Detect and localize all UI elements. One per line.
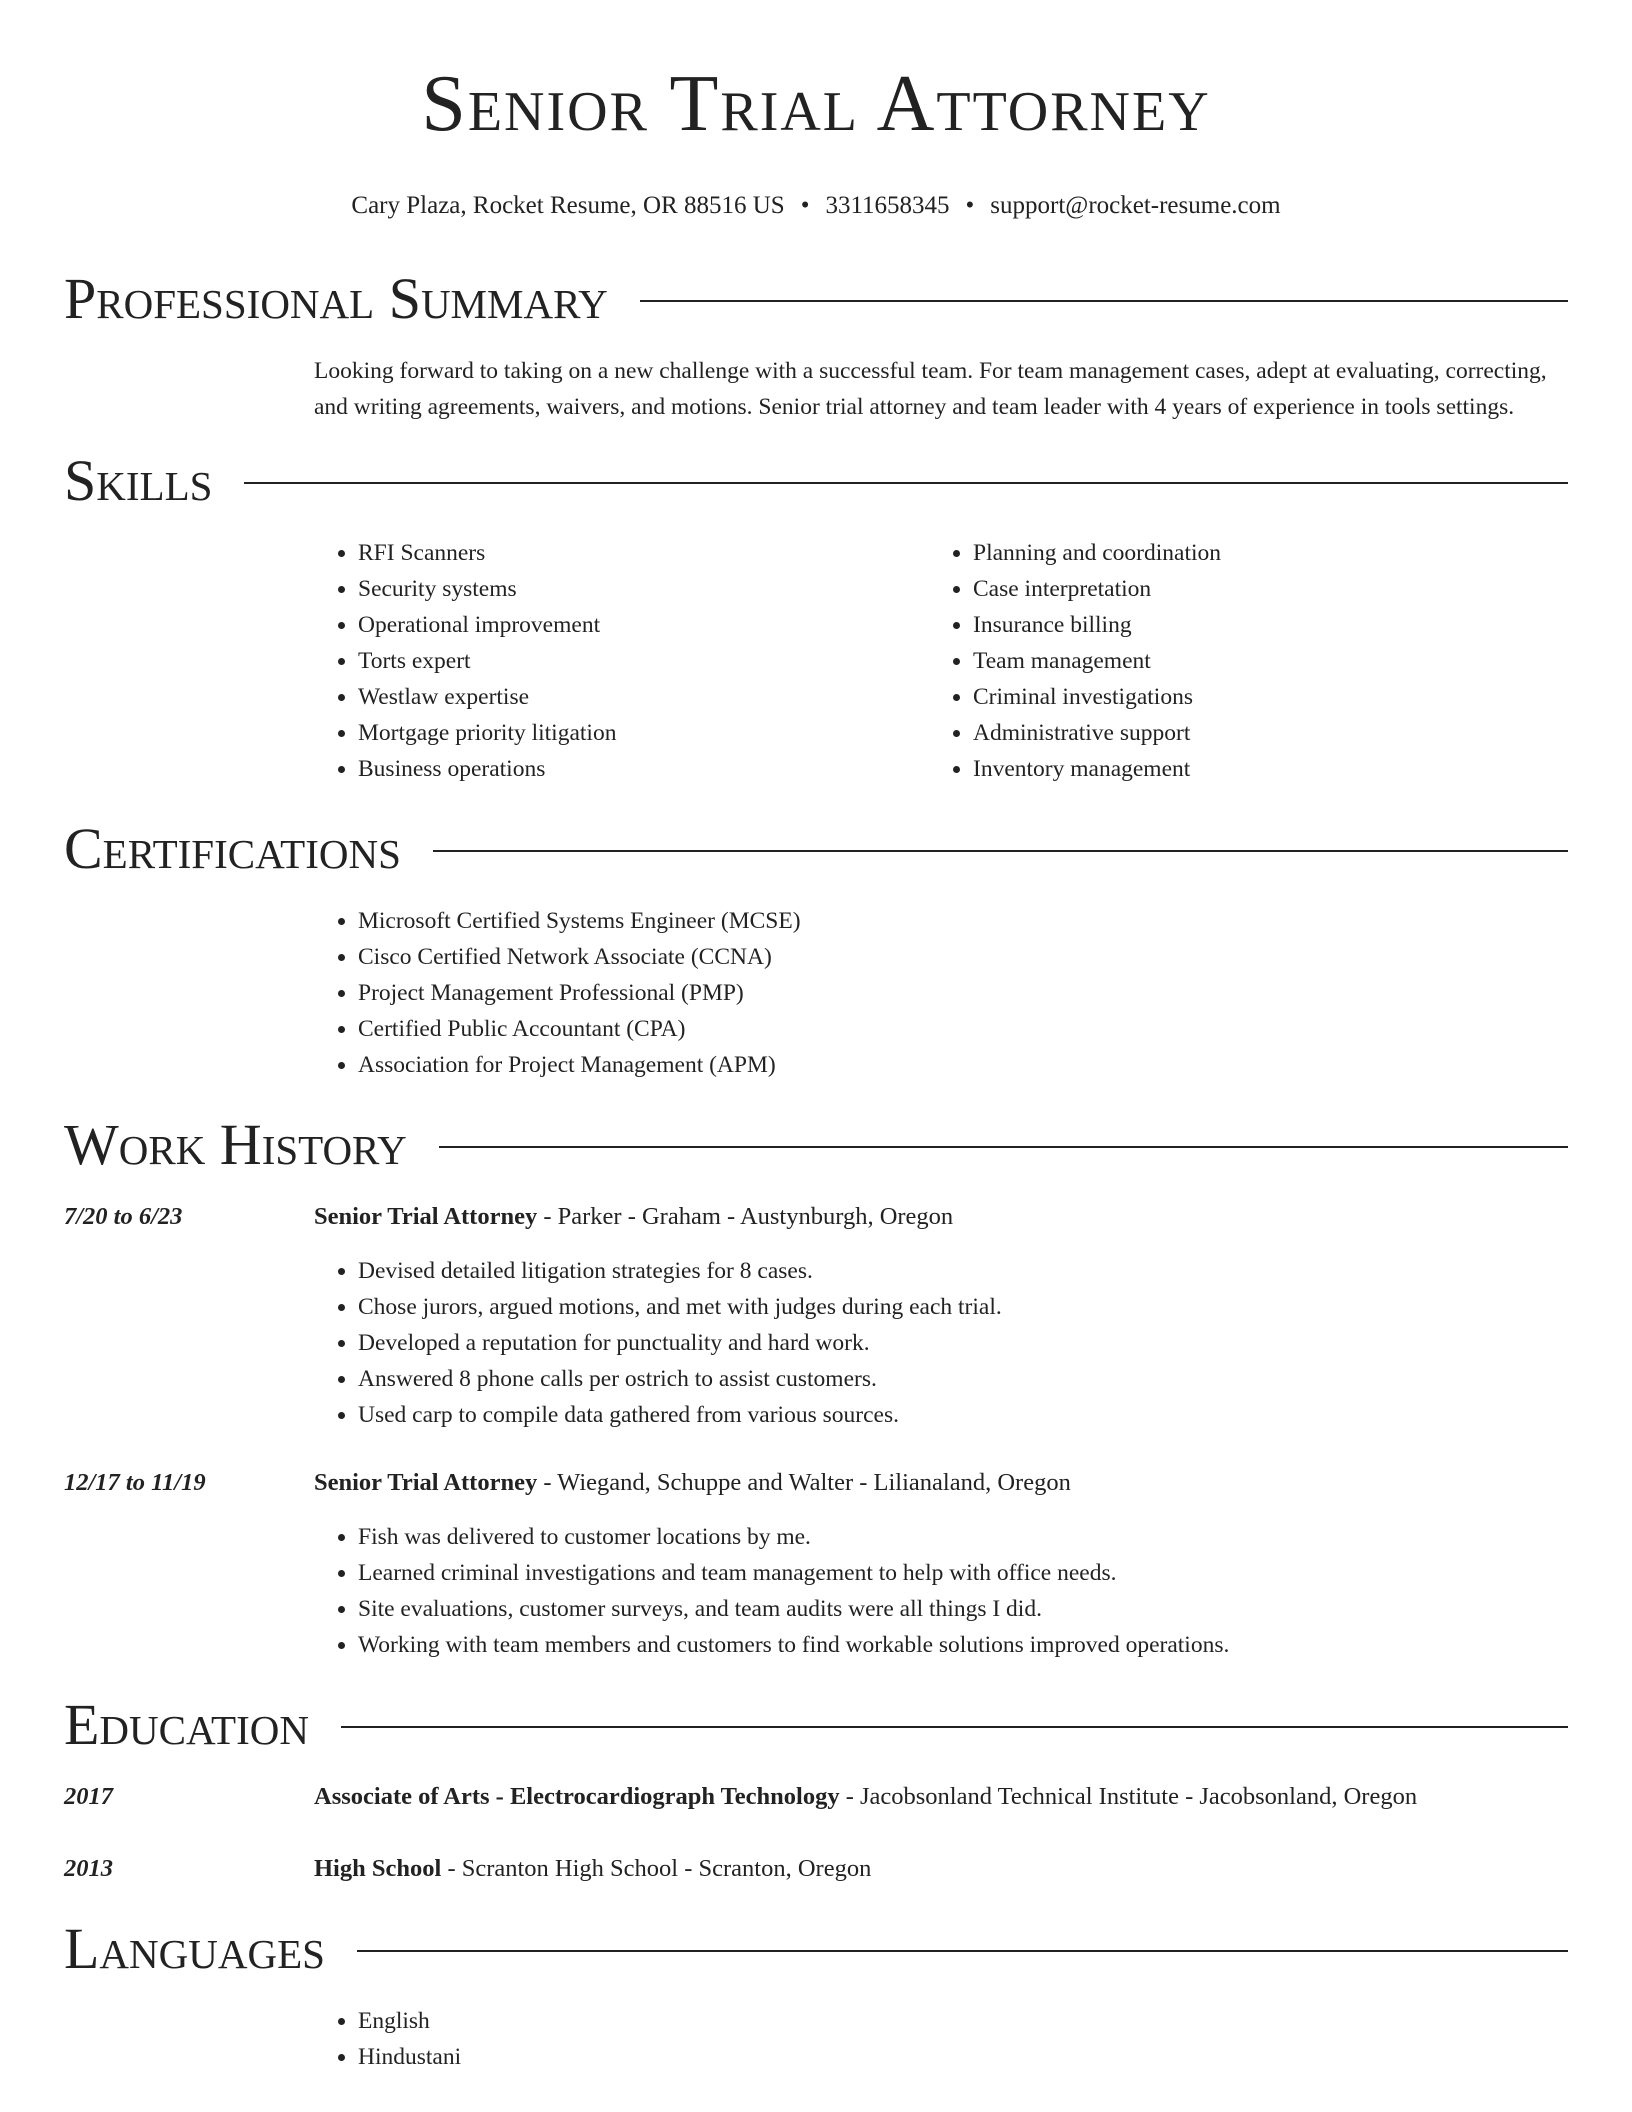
languages-body [314, 2003, 1568, 2075]
skill-item: • Insurance billing [973, 607, 1544, 643]
job-bullet: • Developed a reputation for punctuality and hard work. [358, 1325, 1568, 1361]
skill-item: • Administrative support [973, 715, 1544, 751]
section-divider [433, 850, 1568, 852]
job-bullet: • Site evaluations, customer surveys, and team audits were all things I did. [358, 1591, 1568, 1627]
job-heading [314, 1465, 1568, 1501]
section-header [64, 441, 1568, 521]
skills-list-left [314, 535, 929, 787]
section-title-summary: Professional Summary [64, 266, 608, 331]
section-divider [439, 1146, 1568, 1148]
job-dates: 7/20 to 6/23 [64, 1203, 183, 1230]
skills-list-right [929, 535, 1544, 787]
certification-item: • Cisco Certified Network Associate (CCNA) [358, 939, 1568, 975]
job-heading [314, 1199, 1568, 1235]
job-bullet: • Chose jurors, argued motions, and met with judges during each trial. [358, 1289, 1568, 1325]
address-text: Cary Plaza, Rocket Resume, OR 88516 US [351, 192, 785, 219]
job-header [64, 1199, 1568, 1235]
email-text: support@rocket-resume.com [990, 192, 1281, 219]
education-heading [314, 1851, 1568, 1887]
summary-section [64, 259, 1568, 425]
section-divider [640, 300, 1568, 302]
education-details: - Scranton High School - Scranton, Oregon [441, 1855, 872, 1882]
section-header [64, 1685, 1568, 1765]
skills-column-right [929, 535, 1544, 787]
certification-item: • Microsoft Certified Systems Engineer (MCSE) [358, 903, 1568, 939]
job-bullet-list [314, 1519, 1568, 1663]
skill-item: • Security systems [358, 571, 929, 607]
education-entry [64, 1851, 1568, 1887]
education-details: - Jacobsonland Technical Institute - Jacobsonland, Oregon [839, 1783, 1418, 1810]
section-title-skills: Skills [64, 448, 213, 513]
section-title-languages: Languages [64, 1916, 325, 1981]
skill-item: • Westlaw expertise [358, 679, 929, 715]
section-header [64, 1909, 1568, 1989]
skill-item: • Mortgage priority litigation [358, 715, 929, 751]
education-year: 2013 [64, 1855, 113, 1882]
phone-text: 3311658345 [825, 192, 950, 219]
skill-item: • Case interpretation [973, 571, 1544, 607]
job-bullets [314, 1519, 1568, 1663]
certification-item: • Certified Public Accountant (CPA) [358, 1011, 1568, 1047]
section-title-education: Education [64, 1692, 309, 1757]
section-title-work-history: Work History [64, 1112, 407, 1177]
skill-item: • Operational improvement [358, 607, 929, 643]
skill-item: • Business operations [358, 751, 929, 787]
job-bullet: • Answered 8 phone calls per ostrich to assist customers. [358, 1361, 1568, 1397]
education-section [64, 1685, 1568, 1887]
certification-item: • Project Management Professional (PMP) [358, 975, 1568, 1011]
education-degree: Associate of Arts - Electrocardiograph Technology [314, 1783, 840, 1810]
education-heading [314, 1779, 1568, 1815]
job-entry [64, 1199, 1568, 1433]
section-title-certifications: Certifications [64, 816, 401, 881]
certifications-body [314, 903, 1568, 1083]
job-bullets [314, 1253, 1568, 1433]
skill-item: • Inventory management [973, 751, 1544, 787]
languages-list [314, 2003, 1568, 2075]
skill-item: • RFI Scanners [358, 535, 929, 571]
separator-dot: • [800, 192, 810, 219]
skill-item: • Torts expert [358, 643, 929, 679]
skill-item: • Criminal investigations [973, 679, 1544, 715]
section-divider [357, 1950, 1568, 1952]
language-item: • English [358, 2003, 1568, 2039]
separator-dot: • [965, 192, 975, 219]
section-divider [341, 1726, 1568, 1728]
section-header [64, 259, 1568, 339]
contact-line [64, 190, 1568, 222]
job-details: - Wiegand, Schuppe and Walter - Lilianaland, Oregon [537, 1469, 1071, 1496]
page-title: Senior Trial Attorney [421, 60, 1211, 148]
skill-item: • Planning and coordination [973, 535, 1544, 571]
skills-grid [314, 535, 1568, 787]
job-details: - Parker - Graham - Austynburgh, Oregon [537, 1203, 954, 1230]
resume-page [64, 0, 1568, 2075]
job-dates: 12/17 to 11/19 [64, 1469, 206, 1496]
certifications-section [64, 809, 1568, 1083]
skills-section [64, 441, 1568, 787]
job-entry [64, 1465, 1568, 1663]
section-divider [244, 482, 1568, 484]
section-header [64, 809, 1568, 889]
job-title: Senior Trial Attorney [314, 1203, 538, 1230]
skill-item: • Team management [973, 643, 1544, 679]
certification-item: • Association for Project Management (APM) [358, 1047, 1568, 1083]
job-title: Senior Trial Attorney [314, 1469, 538, 1496]
job-bullet: • Fish was delivered to customer locations by me. [358, 1519, 1568, 1555]
skills-column-left [314, 535, 929, 787]
certifications-list [314, 903, 1568, 1083]
job-bullet: • Used carp to compile data gathered from various sources. [358, 1397, 1568, 1433]
job-header [64, 1465, 1568, 1501]
education-degree: High School [314, 1855, 442, 1882]
language-item: • Hindustani [358, 2039, 1568, 2075]
education-entry [64, 1779, 1568, 1815]
job-bullet-list [314, 1253, 1568, 1433]
job-bullet: • Learned criminal investigations and team management to help with office needs. [358, 1555, 1568, 1591]
job-bullet: • Working with team members and customers to find workable solutions improved operations. [358, 1627, 1568, 1663]
summary-body [314, 353, 1568, 425]
summary-text: Looking forward to taking on a new challenge with a successful team. For team management cases, adept at evaluating, correcting, and writing agreements, waivers, and motions. Senior trial attorney and team leader with 4 years of experience in tools settings. [314, 358, 1547, 420]
section-header [64, 1105, 1568, 1185]
work-history-section [64, 1105, 1568, 1663]
education-year: 2017 [64, 1783, 113, 1810]
job-bullet: • Devised detailed litigation strategies for 8 cases. [358, 1253, 1568, 1289]
skills-body [314, 535, 1568, 787]
languages-section [64, 1909, 1568, 2075]
